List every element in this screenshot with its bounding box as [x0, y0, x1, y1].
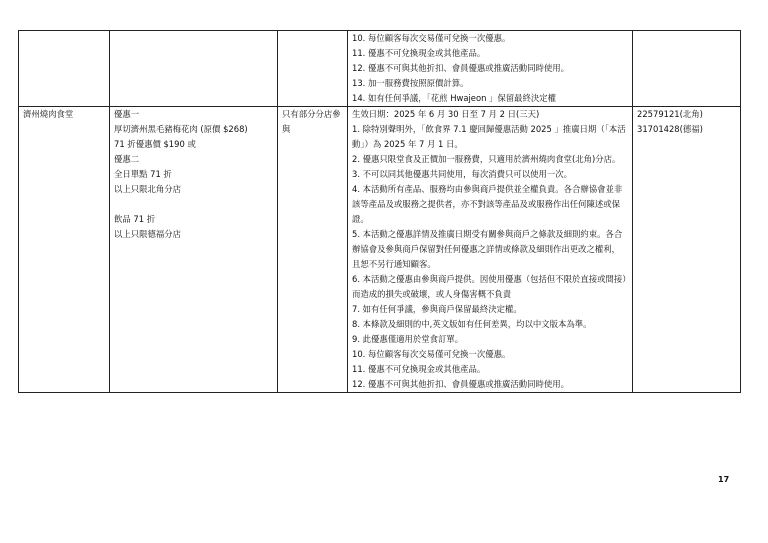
term-line: 12. 優惠不可與其他折扣、會員優惠或推廣活動同時使用。: [352, 63, 569, 73]
offer-line: 全日單點 71 折: [114, 169, 172, 179]
term-line: 10. 每位顧客每次交易僅可兌換一次優惠。: [352, 349, 511, 359]
term-line: 5. 本活動之優惠詳情及推廣日期受有關參與商戶之條款及細則約束。各合辦協會及參與商戶保留對任何優惠之詳情或條款及細則作出更改之權利，且恕不另行通知顧客。: [352, 229, 623, 269]
term-line: 12. 優惠不可與其他折扣、會員優惠或推廣活動同時使用。: [352, 379, 569, 389]
page-number: 17: [718, 475, 730, 484]
term-line: 生效日期：2025 年 6 月 30 日至 7 月 2 日(三天): [352, 109, 540, 119]
term-line: 4. 本活動所有產品、服務均由參與商戶提供並全權負責。各合辦協會並非該等產品及或服務之提供者，亦不對該等產品及或服務作出任何陳述或保證。: [352, 184, 623, 224]
term-line: 2. 優惠只限堂食及正價加一服務費，只適用於濟州燒肉食堂(北角)分店。: [352, 154, 621, 164]
term-line: 14. 如有任何爭議，「花煎 Hwajeon 」保留最終決定權: [352, 93, 557, 103]
term-line: 6. 本活動之優惠由參與商戶提供。因使用優惠（包括但不限於直接或間接）而造成的損失或破壞，或人身傷害概不負責: [352, 274, 627, 299]
branch-cell: [278, 107, 348, 393]
term-line: 13. 加一服務費按照原價計算。: [352, 78, 469, 88]
offer-line: 以上只限北角分店: [114, 184, 181, 194]
merchant-name-cell: [19, 31, 110, 107]
term-line: 9. 此優惠僅適用於堂食訂單。: [352, 334, 464, 344]
term-line: 10. 每位顧客每次交易僅可兌換一次優惠。: [352, 33, 511, 43]
offer-line: 優惠二: [114, 154, 140, 164]
offer-cell: [110, 31, 278, 107]
phone-cell: [633, 31, 741, 107]
terms-cell: [348, 107, 633, 393]
terms-cell: [348, 31, 633, 107]
branch-cell: [278, 31, 348, 107]
phone-number: 22579121(北角): [637, 109, 703, 119]
phone-number: 31701428(德福): [637, 124, 703, 134]
term-line: 7. 如有任何爭議，參與商戶保留最終決定權。: [352, 304, 522, 314]
offer-cell: [110, 107, 278, 393]
phone-cell: [633, 107, 741, 393]
table-row: [19, 107, 741, 393]
offer-line: 厚切濟州黑毛豬梅花肉 (原價 $268): [114, 124, 248, 134]
term-line: 3. 不可以同其他優惠共同使用，每次消費只可以使用一次。: [352, 169, 573, 179]
term-line: 11. 優惠不可兌換現金或其他產品。: [352, 364, 486, 374]
promotion-table: [18, 30, 741, 393]
table-row: [19, 31, 741, 107]
offer-line: 優惠一: [114, 109, 140, 119]
branch-note: 只有部分分店參與: [282, 109, 341, 134]
term-line: 11. 優惠不可兌換現金或其他產品。: [352, 48, 486, 58]
merchant-name-cell: [19, 107, 110, 393]
merchant-name: 濟州燒肉食堂: [23, 109, 74, 119]
term-line: 1. 除特別聲明外，「飲食界 7.1 慶回歸優惠活動 2025 」推廣日期（「本活動」）為 2025 年 7 月 1 日。: [352, 124, 626, 149]
offer-line: 飲品 71 折: [114, 214, 156, 224]
term-line: 8. 本條款及細則的中,英文版如有任何差異，均以中文版本為準。: [352, 319, 592, 329]
offer-line: 以上只限德福分店: [114, 229, 181, 239]
offer-spacer: [114, 197, 273, 212]
offer-line: 71 折優惠價 $190 或: [114, 139, 196, 149]
